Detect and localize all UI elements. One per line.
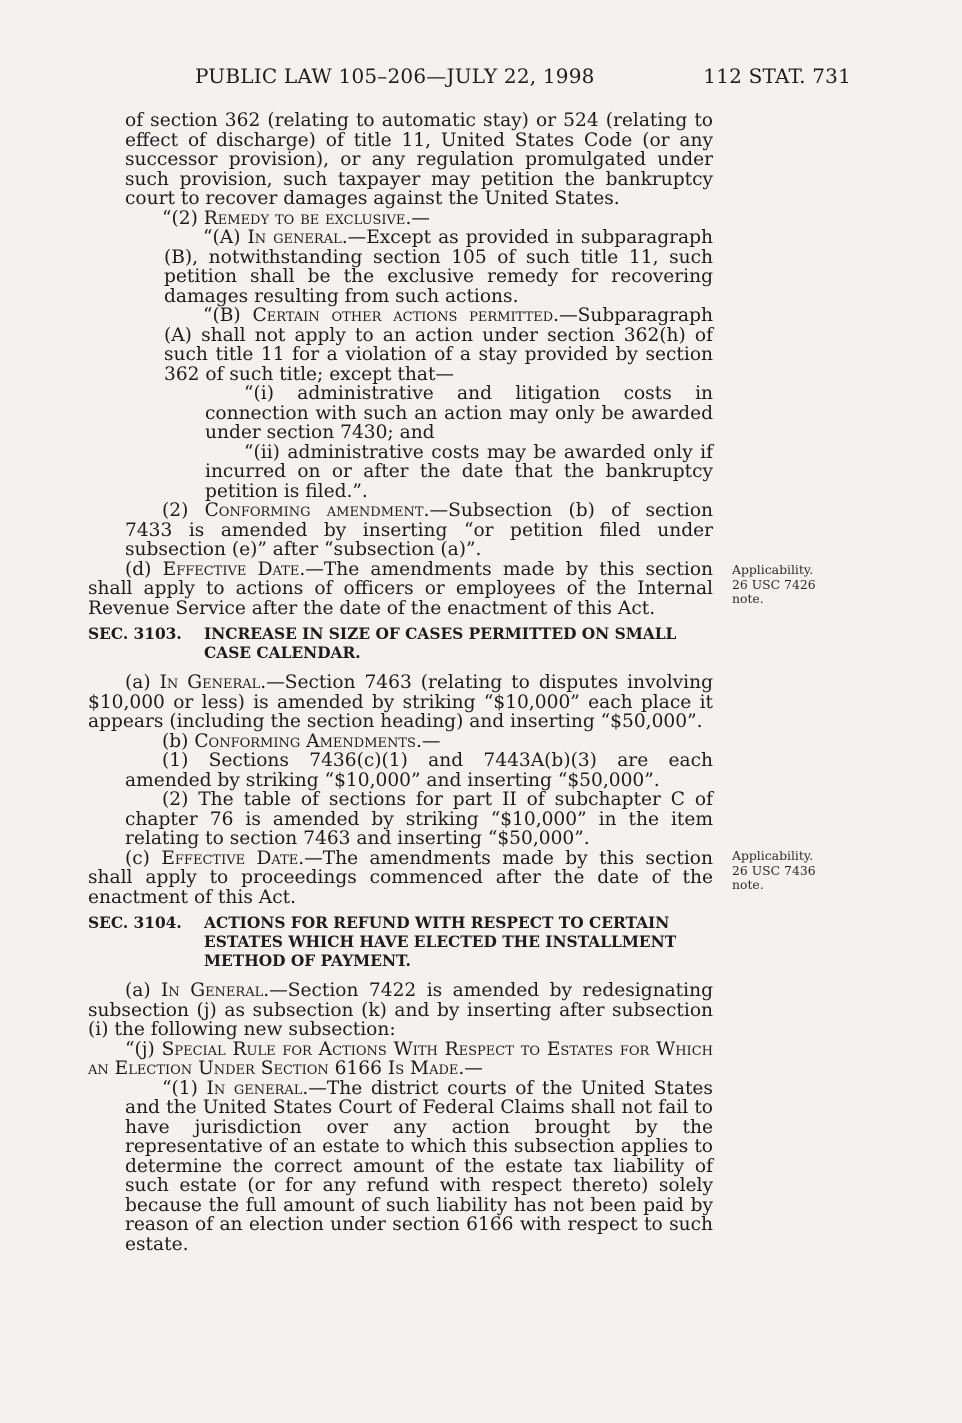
public-law-citation: PUBLIC LAW 105–206—JULY 22, 1998 [195, 64, 595, 88]
clause-ii: “(ii) administrative costs may be awarded only if incurred on or after the date that the bankruptcy petition is filed.”. [205, 441, 713, 502]
statute-page-number: 112 STAT. 731 [703, 64, 851, 88]
paragraph-3103-a: (a) In General.—Section 7463 (relating to disputes involving $10,000 or less) is amended by striking “$10,000” each place it appears (including the section heading) and inserting “$50,000”. [88, 672, 713, 732]
statute-text [88, 111, 713, 1254]
paragraph-3103-b: (b) Conforming Amendments.— [162, 730, 441, 752]
margin-note-line: note. [732, 877, 764, 892]
paragraph-b-certain-actions: “(B) Certain other actions permitted.—Subparagraph (A) shall not apply to an action under section 362(h) of such title 11 for a violation of a stay provided by section 362 of such title; except that— [164, 305, 713, 385]
paragraph-3104-a: (a) In General.—Section 7422 is amended by redesignating subsection (j) as subsection (k) and by inserting after subsection (i) the following new subsection: [88, 980, 713, 1040]
paragraph-a-in-general: “(A) In general.—Except as provided in subparagraph (B), notwithstanding section 105 of such title 11, such petition shall be the exclusive remedy for recovering damages resulting from such actions. [164, 227, 713, 307]
margin-note-line: 26 USC 7426 [732, 576, 816, 592]
margin-note-line: Applicability. [732, 848, 814, 863]
paragraph-effective-date-d: (d) Effective Date.—The amendments made by this section shall apply to actions of officers or employees of the Internal Revenue Service after the date of the enactment of this Act. [88, 558, 713, 619]
margin-note-line: note. [732, 591, 764, 606]
section-3103-heading: SEC. 3103. INCREASE IN SIZE OF CASES PERMITTED ON SMALL CASE CALENDAR. [88, 625, 677, 662]
margin-note-applicability-7436 [732, 849, 842, 893]
paragraph-3104-j: “(j) Special Rule for Actions With Respect to Estates for Which an Election Under Section 6166 Is Made.— [88, 1038, 713, 1079]
paragraph-remedy-exclusive: “(2) Remedy to be exclusive.— [162, 207, 430, 229]
clause-i: “(i) administrative and litigation costs in connection with such an action may only be awarded under section 7430; and [205, 383, 713, 443]
section-3104-heading: SEC. 3104. ACTIONS FOR REFUND WITH RESPECT TO CERTAIN ESTATES WHICH HAVE ELECTED THE INSTALLMENT METHOD OF PAYMENT. [88, 914, 677, 970]
paragraph-3103-c: (c) Effective Date.—The amendments made by this section shall apply to proceedings commenced after the date of the enactment of this Act. [88, 847, 713, 908]
margin-note-line: 26 USC 7436 [732, 862, 816, 878]
margin-note-line: Applicability. [732, 562, 814, 577]
margin-note-applicability-7426 [732, 563, 842, 607]
paragraph-3103-b1: (1) Sections 7436(c)(1) and 7443A(b)(3) are each amended by striking “$10,000” and inserting “$50,000”. [125, 750, 713, 791]
paragraph-3103-b2: (2) The table of sections for part II of subchapter C of chapter 76 is amended by striking “$10,000” in the item relating to section 7463 and inserting “$50,000”. [125, 789, 713, 849]
paragraph-continuation: of section 362 (relating to automatic stay) or 524 (relating to effect of discharge) of title 11, United States Code (or any successor provision), or any regulation promulgated under such provision, such taxpayer may petition the bankruptcy court to recover damages against the United States. [125, 110, 713, 209]
paragraph-3104-j1: “(1) In general.—The district courts of the United States and the United States Court of Federal Claims shall not fail to have jurisdiction over any action brought by the representative of an estate to which this subsection applies to determine the correct amount of the estate tax liability of such estate (or for any refund with respect thereto) solely because the full amount of such liability has not been paid by reason of an election under section 6166 with respect to such estate. [125, 1077, 713, 1255]
paragraph-conforming-amendment: (2) Conforming amendment.—Subsection (b) of section 7433 is amended by inserting “or petition filed under subsection (e)” after “subsection (a)”. [125, 500, 714, 560]
page-header [195, 64, 851, 92]
